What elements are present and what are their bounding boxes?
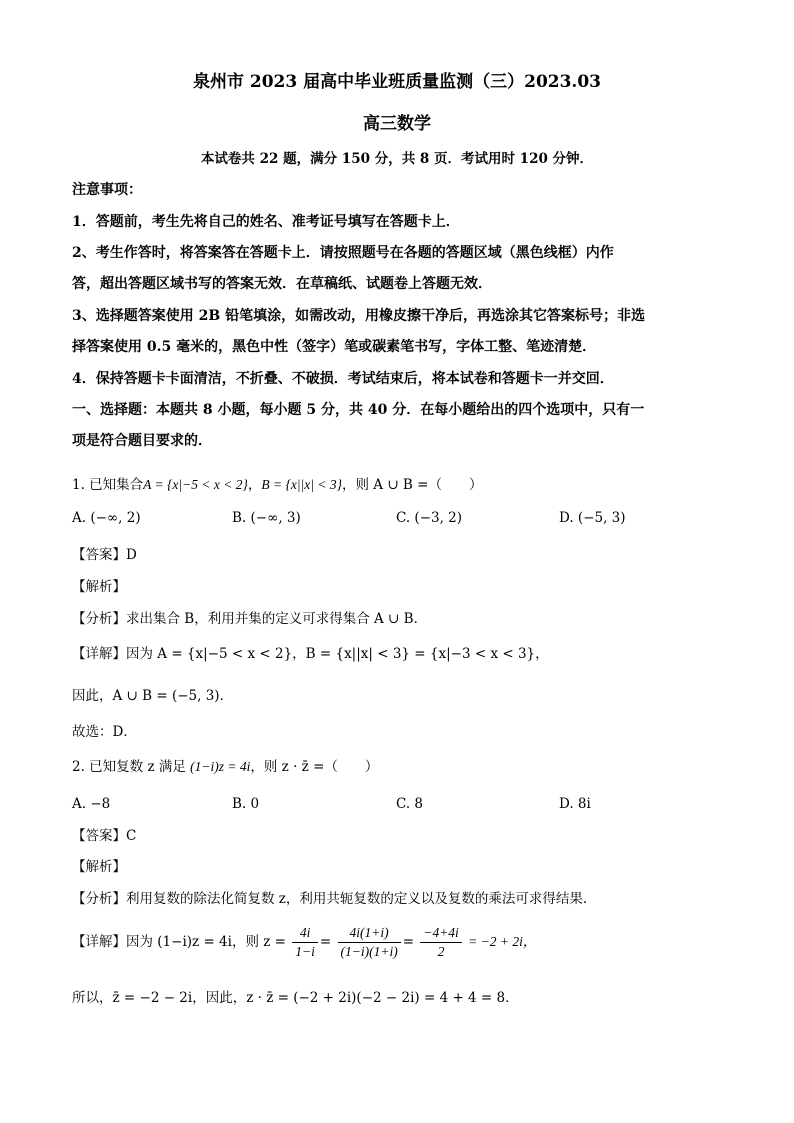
q2-stem <box>72 757 378 777</box>
section-heading-line2: 项是符合题目要求的． <box>72 433 212 449</box>
q1-option-d: D. (−5, 3) <box>559 510 626 526</box>
q2-last-line: 所以，z̄ = −2 − 2i，因此，z · z̄ = (−2 + 2i)(−2 − 2i) = 4 + 4 = 8． <box>72 990 519 1006</box>
exam-subtitle: 高三数学 <box>363 114 431 134</box>
notice-item-1: 1．答题前，考生先将自己的姓名、准考证号填写在答题卡上． <box>72 214 460 230</box>
q2-option-c: C. 8 <box>396 796 424 812</box>
q2-detail: 【详解】因为 (1−i)z = 4i，则 z = $\frac{4i}{1-i}$ = $\frac{4i(1+i)}{(1-i)(1+i)}$ = $\frac{-4+4i}{2}$ = −2 + 2i， <box>72 925 537 959</box>
q2-answer: 【答案】C <box>72 828 137 844</box>
q1-suffix: ，则 A ∪ B =（ ） <box>342 477 483 493</box>
q1-detail: 【详解】因为 A = {x|−5 < x < 2}，B = {x||x| < 3} = {x|−3 < x < 3}， <box>72 646 549 662</box>
q1-sep: ， <box>247 477 262 493</box>
q1-prefix: 1. 已知集合 <box>72 477 144 493</box>
q2-option-d: D. 8i <box>559 796 591 812</box>
q2-frac-2-den: (1−i)(1+i) <box>340 944 398 959</box>
q2-frac-2-num: 4i(1+i) <box>338 924 401 943</box>
q1-choice: 故选：D． <box>72 724 137 740</box>
exam-info: 本试卷共 22 题，满分 150 分，共 8 页．考试用时 120 分钟． <box>200 151 594 167</box>
q1-stem <box>72 475 482 495</box>
q2-frac-2 <box>338 924 401 961</box>
notice-item-2a: 2、考生作答时，将答案答在答题卡上．请按照题号在各题的答题区域（黑色线框）内作 <box>72 245 614 261</box>
q1-analysis-label: 【解析】 <box>72 579 126 595</box>
q2-frac-1-num: 4i <box>292 924 318 943</box>
notice-heading: 注意事项： <box>72 182 142 198</box>
section-heading-line1: 一、选择题：本题共 8 小题，每小题 5 分，共 40 分．在每小题给出的四个选项中，只有一 <box>72 402 645 418</box>
exam-title: 泉州市 2023 届高中毕业班质量监测（三）2023.03 <box>192 72 602 92</box>
q1-set-b: B = {x||x| < 3} <box>261 477 342 492</box>
q2-option-b: B. 0 <box>232 796 260 812</box>
q2-detail-suffix: = −2 + 2i， <box>468 934 537 949</box>
q1-fenxi: 【分析】求出集合 B，利用并集的定义可求得集合 A ∪ B． <box>72 611 428 627</box>
q2-fenxi: 【分析】利用复数的除法化简复数 z，利用共轭复数的定义以及复数的乘法可求得结果. <box>72 891 588 907</box>
notice-item-3b: 择答案使用 0.5 毫米的，黑色中性（签字）笔或碳素笔书写，字体工整、笔迹清楚． <box>72 339 597 355</box>
q2-stem-prefix: 2. 已知复数 z 满足 <box>72 759 191 775</box>
q1-option-a: A. (−∞, 2) <box>72 510 141 526</box>
notice-item-2b: 答，超出答题区域书写的答案无效．在草稿纸、试题卷上答题无效． <box>72 276 492 292</box>
notice-item-3a: 3、选择题答案使用 2B 铅笔填涂，如需改动，用橡皮擦干净后，再选涂其它答案标号；非选 <box>72 308 646 324</box>
notice-item-4: 4．保持答题卡卡面清洁，不折叠、不破损．考试结束后，将本试卷和答题卡一并交回． <box>72 371 614 387</box>
q2-frac-1 <box>292 924 318 961</box>
q1-set-a: A = {x|−5 < x < 2} <box>143 477 248 492</box>
q2-stem-suffix: ，则 z · z̄ =（ ） <box>250 759 379 775</box>
q2-analysis-label: 【解析】 <box>72 859 126 875</box>
q1-therefore: 因此，A ∪ B = (−5, 3)． <box>72 688 234 704</box>
q2-frac-3-den: 2 <box>437 944 445 959</box>
q2-stem-eq: (1−i)z = 4i <box>190 759 251 774</box>
q2-frac-1-den: 1−i <box>295 944 315 959</box>
q1-option-c: C. (−3, 2) <box>396 510 463 526</box>
q2-detail-prefix: 【详解】因为 (1−i)z = 4i，则 z = <box>72 934 286 950</box>
q2-frac-3 <box>420 924 461 961</box>
q2-option-a: A. −8 <box>72 796 111 812</box>
q1-option-b: B. (−∞, 3) <box>232 510 301 526</box>
q2-frac-3-num: −4+4i <box>420 924 461 943</box>
q1-answer: 【答案】D <box>72 547 137 563</box>
